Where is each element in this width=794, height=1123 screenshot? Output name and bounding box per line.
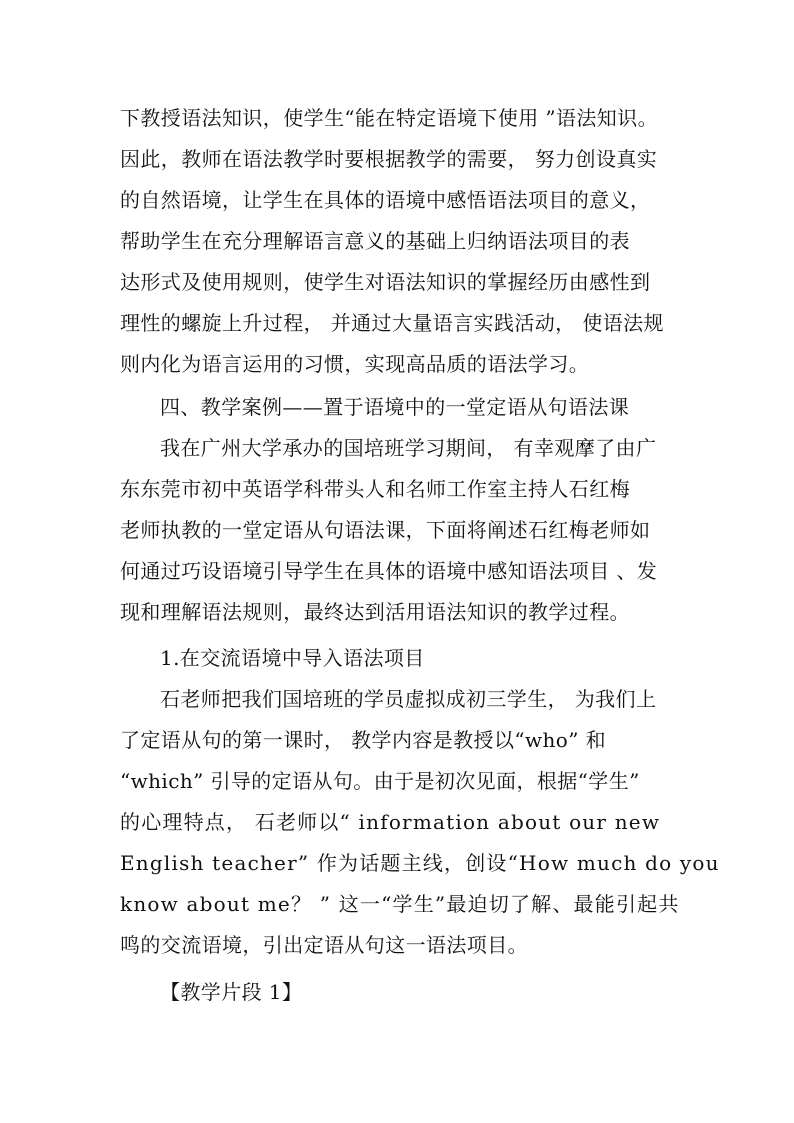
paragraph-line: English teacher” 作为话题主线，创设“How much do you	[120, 851, 720, 875]
paragraph-line: 东东莞市初中英语学科带头人和名师工作室主持人石红梅	[120, 477, 630, 501]
paragraph-line: 因此，教师在语法教学时要根据教学的需要， 努力创设真实	[120, 147, 658, 171]
paragraph-line: 我在广州大学承办的国培班学习期间， 有幸观摩了由广	[160, 436, 657, 460]
paragraph-line: 下教授语法知识，使学生“能在特定语境下使用 ”语法知识。	[120, 106, 659, 130]
paragraph-line: 鸣的交流语境，引出定语从句这一语法项目。	[120, 933, 528, 957]
paragraph-line: 达形式及使用规则，使学生对语法知识的掌握经历由感性到	[120, 270, 651, 294]
section-heading: 四、教学案例——置于语境中的一堂定语从句语法课	[160, 395, 630, 419]
paragraph-line: 石老师把我们国培班的学员虚拟成初三学生， 为我们上	[160, 687, 657, 711]
paragraph-line: 的自然语境，让学生在具体的语境中感悟语法项目的意义，	[120, 188, 651, 212]
paragraph-line: know about me？ ” 这一“学生”最迫切了解、最能引起共	[120, 892, 680, 916]
paragraph-line: 老师执教的一堂定语从句语法课，下面将阐述石红梅老师如	[120, 518, 651, 542]
teaching-segment-label: 【教学片段 1】	[160, 980, 303, 1004]
paragraph-line: “which” 引导的定语从句。由于是初次见面，根据“学生”	[120, 769, 640, 793]
paragraph-line: 理性的螺旋上升过程， 并通过大量语言实践活动， 使语法规	[120, 311, 664, 335]
paragraph-line: 何通过巧设语境引导学生在具体的语境中感知语法项目 、发	[120, 559, 658, 583]
paragraph-line: 现和理解语法规则，最终达到活用语法知识的教学过程。	[120, 600, 630, 624]
subsection-heading: 1.在交流语境中导入语法项目	[160, 646, 425, 670]
paragraph-line: 了定语从句的第一课时， 教学内容是教授以“who” 和	[120, 728, 607, 752]
paragraph-line: 帮助学生在充分理解语言意义的基础上归纳语法项目的表	[120, 229, 630, 253]
paragraph-line: 则内化为语言运用的习惯，实现高品质的语法学习。	[120, 352, 590, 376]
paragraph-line: 的心理特点， 石老师以“ information about our new	[120, 810, 661, 834]
